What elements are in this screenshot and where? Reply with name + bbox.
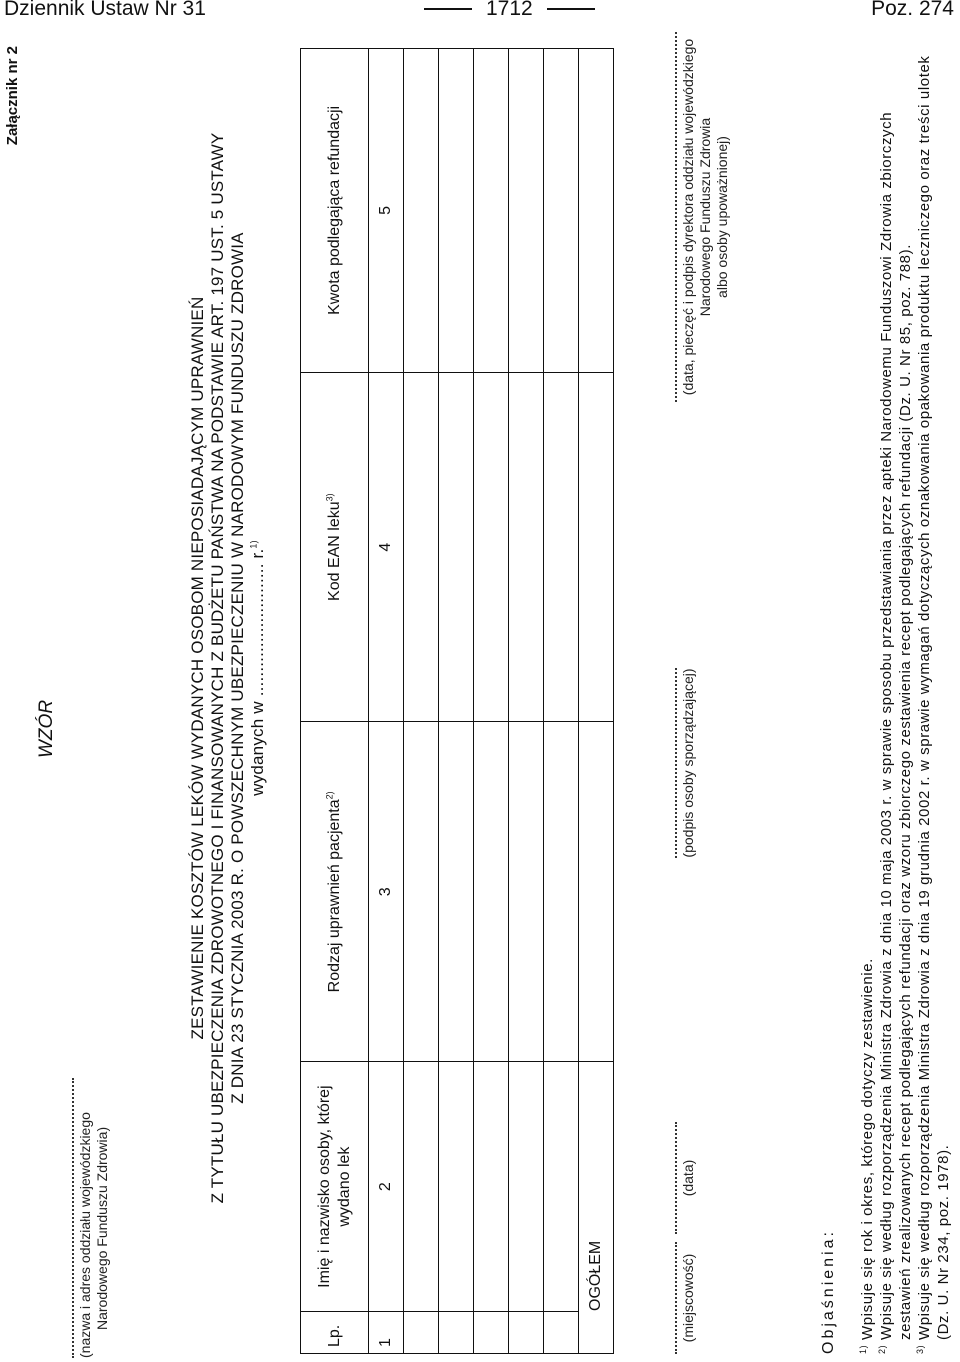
total-row — [579, 49, 614, 1354]
table-header-row — [301, 49, 369, 1354]
page-number: 1712 — [410, 0, 609, 21]
column-number: 3 — [369, 722, 404, 1062]
notes-heading: Objaśnienia: — [820, 1229, 837, 1354]
title-line-4: wydanych w ........................... r.$^{1)}$ — [248, 540, 267, 796]
header-rights: Rodzaj uprawnień pacjenta$^{2)}$ — [301, 722, 369, 1062]
notes-list — [858, 44, 953, 1354]
preparer-dotted-line — [675, 668, 677, 858]
column-number: 1 — [369, 1312, 404, 1354]
table-row — [439, 49, 474, 1354]
title-line-3: Z DNIA 23 STYCZNIA 2003 R. O POWSZECHNYM UBEZPIECZENIU W NARODOWYM FUNDUSZU ZDROWIA — [228, 232, 247, 1104]
table-row — [544, 49, 579, 1354]
table-row — [509, 49, 544, 1354]
signature-place — [675, 1242, 697, 1354]
address-dotted-line — [72, 1078, 74, 1358]
column-number: 5 — [369, 49, 404, 373]
note-2: $^{2)}$ Wpisuje się według rozporządzenia Ministra Zdrowia z dnia 10 maja 2003 r. w sprawie sposobu przedstawiania przez apteki Narodowemu Funduszowi Zdrowia zbiorczych zestawień zrealizowanych recept podlegających refundacji oraz wzoru zbiorczego zestawienia recept podlegających refundacji (Dz. U. Nr 85, poz. 788). — [877, 111, 914, 1354]
note-1: $^{1)}$ Wpisuje się rok i okres, którego dotyczy zestawienie. — [858, 958, 876, 1354]
signature-date — [675, 1122, 697, 1234]
header-amount: Kwota podlegająca refundacji — [301, 49, 369, 373]
rotated-form — [0, 38, 952, 1358]
director-caption-3: albo osoby upoważnionej) — [714, 136, 730, 298]
header-name: Imię i nazwisko osoby, której wydano lek — [301, 1062, 369, 1312]
date-dotted-line — [675, 1122, 677, 1234]
director-caption-2: Narodowego Funduszu Zdrowia — [697, 117, 713, 317]
table-row — [474, 49, 509, 1354]
signature-director — [675, 32, 731, 402]
address-caption-2: Narodowego Funduszu Zdrowia) — [94, 1126, 110, 1330]
attachment-label: Załącznik nr 2 — [4, 46, 21, 146]
director-caption-1: (data, pieczęć i podpis dyrektora oddziału wojewódzkiego — [680, 38, 696, 396]
note-3: $^{3)}$ Wpisuje się według rozporządzenia Ministra Zdrowia z dnia 19 grudnia 2002 r. w sprawie wymagań dotyczących oznakowania opakowania produktu leczniczego oraz treści ulotek (Dz. U. Nr 234, poz. 1978). — [915, 55, 952, 1354]
template-label: WZÓR — [36, 699, 57, 758]
title-line-2: Z TYTUŁU UBEZPIECZENIA ZDROWOTNEGO I FINANSOWANYCH Z BUDŻETU PAŃSTWA NA PODSTAWIE ART. 197 UST. 5 USTAWY — [208, 132, 227, 1204]
director-dotted-line — [675, 32, 677, 402]
issuer-address-block — [72, 1068, 111, 1358]
document-title — [188, 58, 268, 1278]
journal-title: Dziennik Ustaw Nr 31 — [4, 0, 206, 20]
address-caption-1: (nazwa i adres oddziału wojewódzkiego — [77, 1112, 93, 1358]
column-number: 2 — [369, 1062, 404, 1312]
date-caption: (data) — [680, 1159, 696, 1197]
header-ean: Kod EAN leku$^{3)}$ — [301, 372, 369, 722]
signature-preparer — [675, 668, 697, 858]
preparer-caption: (podpis osoby sporządzającej) — [680, 668, 696, 858]
column-number-row — [369, 49, 404, 1354]
cost-table — [300, 48, 614, 1354]
place-caption: (miejscowość) — [680, 1253, 696, 1343]
total-label: OGÓŁEM — [579, 1062, 614, 1354]
header-lp: Lp. — [301, 1312, 369, 1354]
column-number: 4 — [369, 372, 404, 722]
running-header — [0, 0, 960, 26]
table-row — [404, 49, 439, 1354]
place-dotted-line — [675, 1242, 677, 1354]
title-line-1: ZESTAWIENIE KOSZTÓW LEKÓW WYDANYCH OSOBOM NIEPOSIADAJĄCYM UPRAWNIEŃ — [188, 296, 207, 1040]
position-number: Poz. 274 — [871, 0, 954, 20]
